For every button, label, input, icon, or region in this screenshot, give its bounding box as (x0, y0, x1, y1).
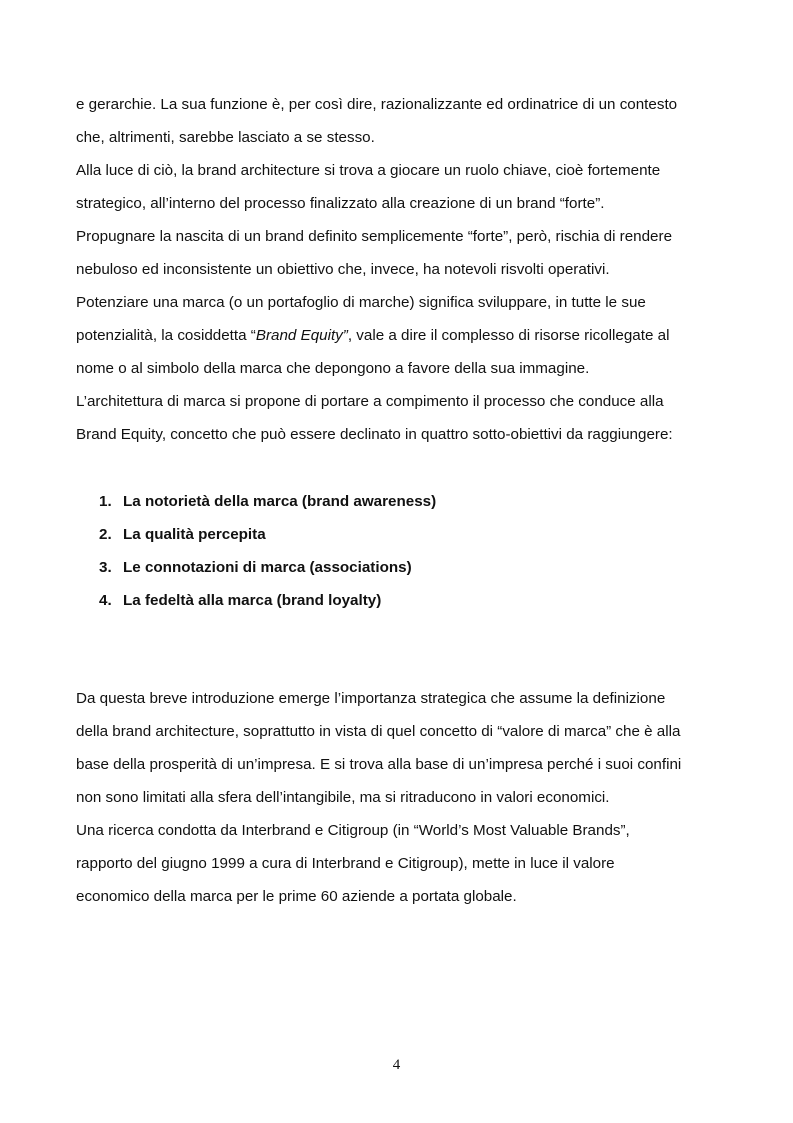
list-item-text: Le connotazioni di marca (associations) (123, 559, 412, 576)
list-item-number: 1. (99, 493, 112, 510)
list-item-number: 4. (99, 592, 112, 609)
paragraph-brand-value (76, 682, 736, 913)
text-line: Alla luce di ciò, la brand architecture si trova a giocare un ruolo chiave, cioè fortemente (76, 162, 661, 179)
list-item (99, 551, 436, 584)
list-item-text: La fedeltà alla marca (brand loyalty) (123, 592, 382, 609)
paragraph-brand-architecture (76, 88, 736, 451)
list-item (99, 485, 436, 518)
list-item (99, 518, 436, 551)
text-line: Brand Equity, concetto che può essere declinato in quattro sotto-obiettivi da raggiungere: (76, 426, 673, 443)
text-segment: , vale a dire il complesso di risorse ricollegate al (347, 327, 670, 344)
list-item-text: La notorietà della marca (brand awareness) (123, 493, 437, 510)
text-line: Potenziare una marca (o un portafoglio di marche) significa sviluppare, in tutte le sue (76, 294, 646, 311)
text-line: Propugnare la nascita di un brand definito semplicemente “forte”, però, rischia di rendere (76, 228, 673, 245)
text-line: nome o al simbolo della marca che depongono a favore della sua immagine. (76, 360, 590, 377)
list-item (99, 584, 436, 617)
text-segment: potenzialità, la cosiddetta “ (76, 327, 256, 344)
text-line: Una ricerca condotta da Interbrand e Citigroup (in “World’s Most Valuable Brands”, (76, 822, 630, 839)
text-line: Da questa breve introduzione emerge l’importanza strategica che assume la definizione (76, 690, 666, 707)
text-line: strategico, all’interno del processo finalizzato alla creazione di un brand “forte”. (76, 195, 605, 212)
text-line: della brand architecture, soprattutto in vista di quel concetto di “valore di marca” che è alla (76, 723, 681, 740)
brand-equity-term: Brand Equity” (255, 327, 348, 344)
text-line: L’architettura di marca si propone di portare a compimento il processo che conduce alla (76, 393, 664, 410)
page-number: 4 (392, 1057, 401, 1073)
text-line: non sono limitati alla sfera dell’intangibile, ma si ritraducono in valori economici. (76, 789, 610, 806)
text-line: economico della marca per le prime 60 aziende a portata globale. (76, 888, 517, 905)
text-line: che, altrimenti, sarebbe lasciato a se stesso. (76, 129, 375, 146)
text-line: e gerarchie. La sua funzione è, per così dire, razionalizzante ed ordinatrice di un contesto (76, 96, 678, 113)
text-line-brand-equity (76, 319, 736, 352)
text-line: base della prosperità di un’impresa. E si trova alla base di un’impresa perché i suoi confini (76, 756, 682, 773)
list-item-number: 2. (99, 526, 112, 543)
text-line: nebuloso ed inconsistente un obiettivo che, invece, ha notevoli risvolti operativi. (76, 261, 610, 278)
list-item-text: La qualità percepita (123, 526, 266, 543)
text-line: rapporto del giugno 1999 a cura di Interbrand e Citigroup), mette in luce il valore (76, 855, 615, 872)
list-item-number: 3. (99, 559, 112, 576)
objectives-list (99, 485, 436, 617)
